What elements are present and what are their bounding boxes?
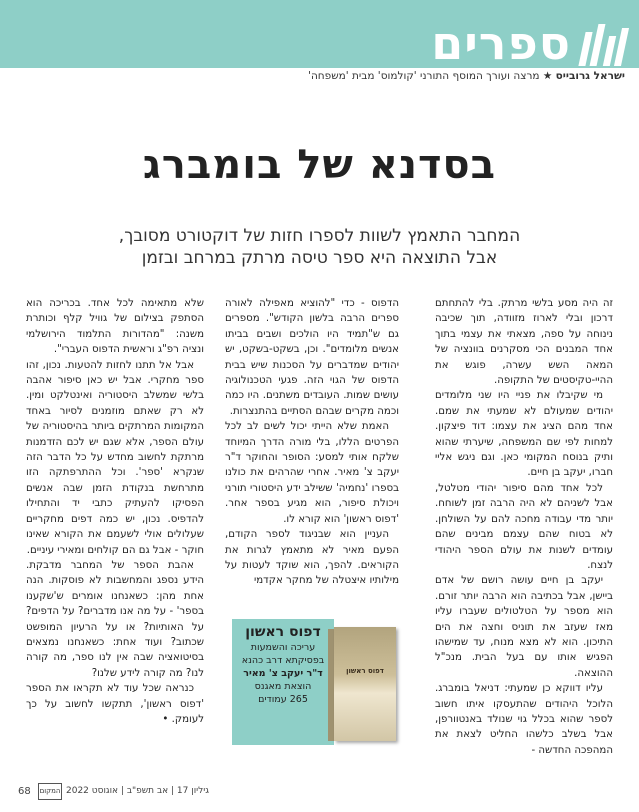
book-publisher: הוצאת מאגנס xyxy=(254,681,312,692)
book-info-box xyxy=(232,619,400,745)
paragraph: אהבת הספר של המחבר מדבקת. הידע נספג והמחשבות לא פוסקות. הנה אחת מהן: כשאנחנו אומרים ש'שקענו בספר' - על מה אנו מדברים? על הדפים? על האותיות? או על הרעיון המופשט שכתוב? ועוד אחת: כשאנחנו נמצאים בסיטואציה שבה אין לנו ספר, מה קורה לנו? מה קורה לידע שלנו? xyxy=(26,559,204,679)
paragraph: יעקב בן חיים עושה רושם של אדם ביישן, אבל בכתיבה הוא הרבה יותר זורם. הוא מספר על הטלטולים שעברו עליו מאז שעזב את תוניס וחצה את הים התיכון. הוא לא מצא מנוח, עד שמישהו הפגיש אותו עם בעל הבית. מנכ"ל ההוצאה. xyxy=(435,575,613,679)
section-logo xyxy=(431,14,625,70)
paragraph: אבל אל תתנו לחזות להטעות. נכון, זהו ספר מחקרי. אבל יש כאן סיפור אהבה בלשי שמשלב היסטוריה ואינטלקט ומין. לא רק שאתם מוזמנים לסיור באחד המקומות המרתקים ביותר בהיסטוריה של עולם הספר, אלא שגם יש לכם הזדמנות מרתקת לחשוב מחדש על כל הדבר הזה שנקרא 'ספר'. וכל ההתרפתקה הזו מתרחשת בנקודת הזמן שבה אנשים הפסיקו להעתיק כתבי יד והתחילו להדפיס. נכון, יש כמה דפים מחקריים שעלולים אולי לשעמם את הקורא שאינו חוקר - אבל גם הם קולחים ומאירי עיניים. xyxy=(26,359,204,556)
article-column-right xyxy=(435,296,613,756)
paragraph: מי שקיבלו את פניי היו שני מלומדים יהודים שמעולם לא שמעתי את שמם. אחד מהם הציג את עצמו: דוד פיצקון. למחות לפי שם המשפחה, שיערתי שהוא ותיק בנוסח המקומי כאן. וגם ניגש אליי חברו, יעקב בן חיים. xyxy=(435,390,613,479)
author-bio: מרצה ועורך המוסף התורני 'קולמוס' מבית 'משפחה' xyxy=(308,70,540,82)
paragraph: שלא מתאימה לכל אחד. בכריכה הוא הסתפק בצילום של גוויל קלף וכותרת משנה: "מהדורות התלמוד הירושלמי ונציה רפ"ג וראשית הדפוס העברי". xyxy=(26,298,204,356)
section-banner xyxy=(0,0,639,68)
page-footer xyxy=(18,786,628,800)
paragraph: לכל אחד מהם סיפור יהודי מטלטל, אבל לשניהם לא היה הרבה זמן לשוחח. יותר מדי עבודה מחכה להם על השולחן. לא בטוח שהם עצמם מבינים שהם עומדים לשנות את עולם הספר היהודי לנצח. xyxy=(435,482,613,571)
section-title: ספרים xyxy=(431,16,571,70)
paragraph: הדפוס - כדי "להוציא מאפילה לאורה ספרים הרבה בלשון הקודש". מספרים גם ש"תמיד היו הולכים ושבים בביתו אנשים מלומדים". וכן, בשקט-בשקט, יש יהודים שמדברים על הסכנות שיש בבית הדפוס של הגוי הזה. פגעי הטכנולוגיה עושים שמות. העובדים משתנים. היו כמה וכמה מקרים שבהם הסתיים בהתנצרות. xyxy=(225,298,399,417)
author-name: ישראל גרובייס xyxy=(555,70,625,82)
book-details xyxy=(232,619,334,745)
page-number: 68 xyxy=(18,786,31,797)
article-column-left xyxy=(26,296,204,756)
article-subtitle xyxy=(0,225,639,269)
book-edit-line: עריכה והשמעות xyxy=(250,642,316,653)
article-headline: בסדנא של בומברג xyxy=(142,142,497,188)
paragraph: עליו דווקא כן שמעתי: דניאל בומברג. הלוכל היהודים שהתעסקו איתו חשוב לספר שהוא בכלל גוי שנולד באנטוורפן, אבל בשלב כלשהו החליט לצאת את המהפכה החדשה - xyxy=(435,683,613,756)
book-pages: 265 עמודים xyxy=(258,694,308,705)
magazine-logo: המקום xyxy=(38,783,62,800)
byline xyxy=(15,70,625,82)
book-title: דפוס ראשון xyxy=(245,624,321,640)
issue-info: גיליון 17 | אב תשפ"ב | אוגוסט 2022 xyxy=(66,786,209,796)
subtitle-line-1: המחבר התאמץ לשוות לספרו חזות של דוקטורט מסובך, xyxy=(118,226,521,246)
book-edit-line: בפסיקתא דרב כהנא xyxy=(241,655,325,666)
subtitle-line-2: אבל התוצאה היא ספר טיסה מרתק במרחב ובזמן xyxy=(141,248,498,268)
paragraph: העניין הוא שבניגוד לספר הקודם, הפעם מאיר לא מתאמץ לגרות את הקוראים. להפך, הוא שוקד לעטות על מילותיו איצטלה של מחקר אקדמי xyxy=(225,529,399,587)
book-author: ד"ר יעקב צ' מאיר xyxy=(243,668,323,679)
book-cover-image xyxy=(334,627,396,741)
books-bars-icon xyxy=(577,24,625,66)
paragraph: האמת שלא הייתי יכול לשים לב לכל הפרטים הללו, בלי מורה הדרך המיוחד שלקח אותי למסע: הסופר והחוקר ד"ר יעקב צ' מאיר. אחרי שהרהים את כולנו בספרו 'נחמיה' ששילב ידע היסטורי תורני ויכולת סיפור, הוא מגיע בספר אחר. 'דפוס ראשון' הוא קורא לו. xyxy=(225,421,399,525)
book-cover-title: דפוס ראשון xyxy=(346,667,384,675)
paragraph: כנראה שכל עוד לא תקראו את הספר 'דפוס ראשון', תתקשו לחשוב על כך לעומק. • xyxy=(26,683,204,725)
article-column-middle xyxy=(225,296,399,598)
paragraph: זה היה מסע בלשי מרתק. בלי להתחתם דרכון ובלי לארוז מזוודה, תוך שכיבה נינוחה על ספה, מצאתי את עצמי בתוך אחד המבנים הכי מסקרנים בוונציה של המאה השש עשרה, פוגש את ההיי-טקיסטים של התקופה. xyxy=(435,298,613,387)
byline-star: ★ xyxy=(539,70,553,82)
